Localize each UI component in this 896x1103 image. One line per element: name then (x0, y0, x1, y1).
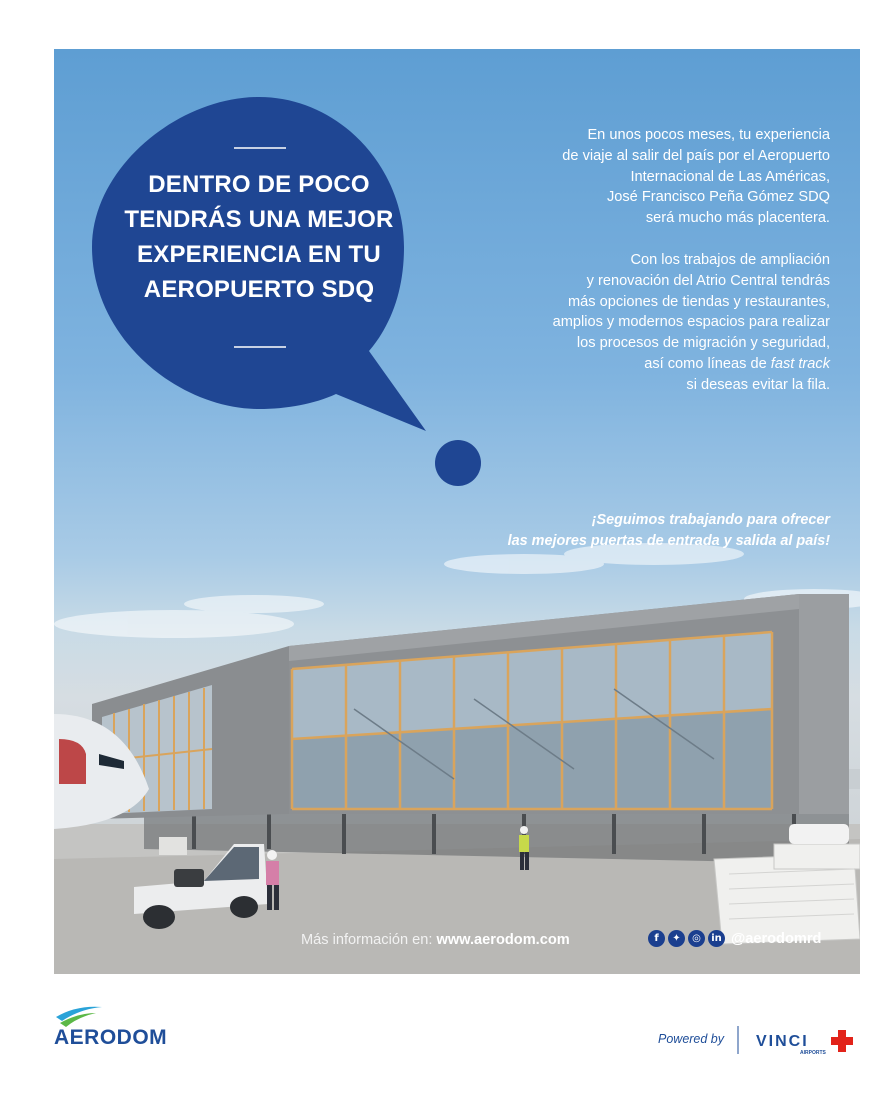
body-copy (474, 125, 830, 417)
instagram-icon[interactable]: ◎ (688, 930, 705, 947)
vinci-cross-icon (831, 1030, 853, 1052)
linkedin-icon[interactable]: in (708, 930, 725, 947)
text-line: de viaje al salir del país por el Aeropuerto (562, 147, 830, 164)
headline-line: EXPERIENCIA EN TU (137, 241, 381, 268)
text-line: y renovación del Atrio Central tendrás (586, 272, 830, 289)
text-line (474, 354, 830, 375)
facebook-icon[interactable]: f (648, 930, 665, 947)
headline-line: AEROPUERTO SDQ (143, 276, 375, 303)
more-info-label: Más información en: (301, 932, 437, 948)
text-line: José Francisco Peña Gómez SDQ (606, 189, 830, 206)
slogan-line: ¡Seguimos trabajando para ofrecer (591, 512, 830, 528)
social-handle[interactable]: @aerodomrd (731, 930, 822, 947)
advertisement-panel (54, 49, 860, 974)
aerodom-logo-text: AERODOM (54, 1026, 168, 1049)
text-line: será mucho más placentera. (645, 210, 830, 227)
text-line: más opciones de tiendas y restaurantes, (567, 293, 830, 310)
fast-track-italic: fast track (770, 355, 830, 372)
text-line: Con los trabajos de ampliación (630, 251, 830, 268)
text-line: si deseas evitar la fila. (686, 376, 830, 393)
website-link[interactable]: www.aerodom.com (436, 932, 570, 948)
prefix-text: así como líneas de (644, 355, 771, 372)
text-line: En unos pocos meses, tu experiencia (587, 127, 830, 143)
text-line: los procesos de migración y seguridad, (576, 335, 830, 352)
vinci-wordmark: VINCI (756, 1033, 809, 1050)
vinci-airports-logo (736, 1026, 862, 1056)
paragraph-1 (474, 125, 830, 229)
social-links (648, 930, 821, 947)
text-line: Internacional de Las Américas, (630, 168, 830, 185)
powered-by-label: Powered by (658, 1032, 725, 1046)
slogan-line: las mejores puertas de entrada y salida al país! (507, 532, 830, 549)
bubble-headline (94, 167, 424, 307)
twitter-icon[interactable]: ✦ (668, 930, 685, 947)
vinci-airports-label: AIRPORTS (800, 1050, 826, 1056)
headline-line: TENDRÁS UNA MEJOR (124, 206, 394, 233)
more-info (301, 932, 570, 948)
headline-line: DENTRO DE POCO (148, 171, 370, 198)
paragraph-2 (474, 250, 830, 396)
thought-dot (435, 440, 481, 486)
slogan (434, 510, 830, 551)
baggage-cart (714, 844, 860, 944)
text-line: amplios y modernos espacios para realizar (552, 314, 830, 331)
